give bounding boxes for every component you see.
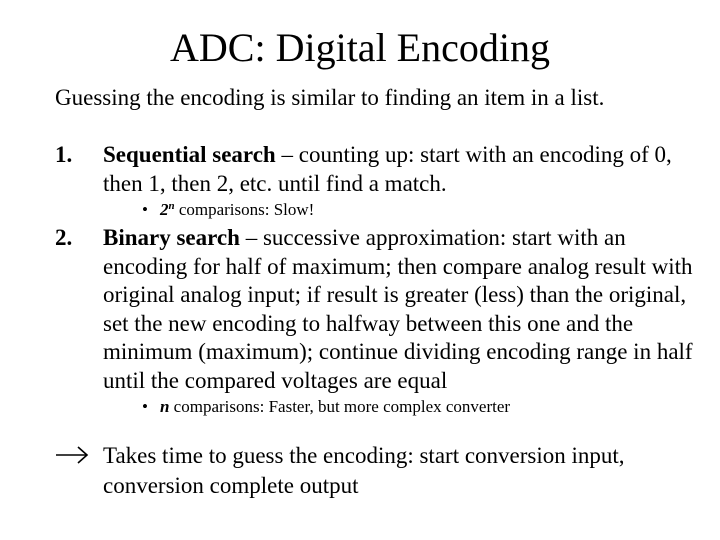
item-2-number: 2. <box>55 225 73 250</box>
item-2-sub-bullet <box>142 397 510 417</box>
item-2-sub-emphasis: n <box>159 397 170 416</box>
conclusion-text: Takes time to guess the encoding: start conversion input, conversion complete output <box>103 443 625 498</box>
slide-title: ADC: Digital Encoding <box>170 25 550 70</box>
bullet-icon: • <box>142 200 148 219</box>
item-1-sub-exponent: n <box>168 200 175 212</box>
item-2-term: Binary search <box>103 225 240 250</box>
item-1-description: – counting up: start with an encoding of 0, then 1, then 2, etc. until find a match. <box>103 142 672 196</box>
item-1-sub-bullet <box>142 200 314 220</box>
item-1-text <box>103 141 693 198</box>
item-1-term: Sequential search <box>103 142 276 167</box>
item-2-sub-text: comparisons: Faster, but more complex converter <box>169 397 511 416</box>
item-1-sub-base: 2 <box>159 200 169 219</box>
item-1-sub-text: comparisons: Slow! <box>174 200 315 219</box>
item-2-text <box>103 224 693 396</box>
right-arrow-icon <box>55 444 91 466</box>
intro-text: Guessing the encoding is similar to finding an item in a list. <box>55 85 605 110</box>
bullet-icon: • <box>142 397 148 416</box>
item-1-number: 1. <box>55 142 73 167</box>
item-2-description: – successive approximation: start with an encoding for half of maximum; then compare analog result with original analog input; if result is greater (less) than the original, set the new encoding to halfway between this one and the minimum (maximum); continue dividing encoding range in half until the compared voltages are equal <box>103 225 693 393</box>
